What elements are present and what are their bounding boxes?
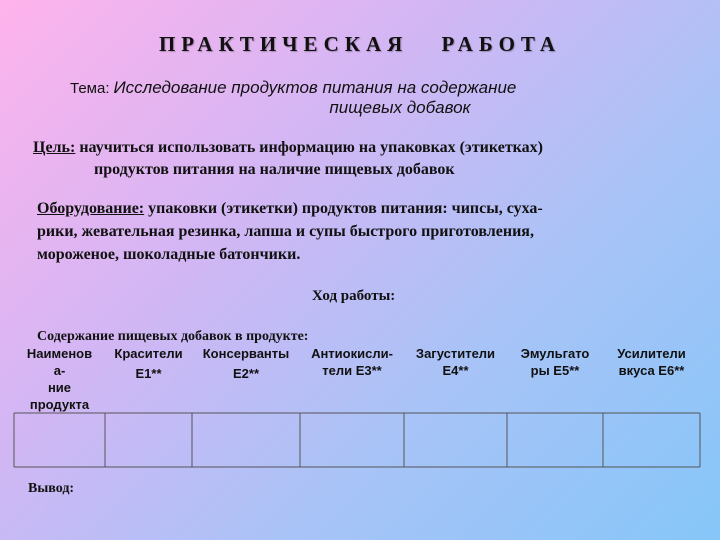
equipment-label: Оборудование: <box>37 200 145 217</box>
equipment <box>37 197 677 266</box>
header-emulsifiers: Эмульгато ры Е5** <box>520 346 590 378</box>
goal-text-line-2: продуктов питания на наличие пищевых добавок <box>94 161 455 178</box>
conclusion-label: Вывод: <box>28 481 75 496</box>
table-caption: Содержание пищевых добавок в продукте: <box>37 329 309 344</box>
goal-label: Цель: <box>33 139 76 156</box>
header-product-name: Наименов а- ние продукта <box>26 346 93 412</box>
equipment-text-line-1: упаковки (этикетки) продуктов питания: чипсы, суха- <box>148 200 543 217</box>
header-preservatives: Консерванты Е2** <box>202 346 290 381</box>
page-title: ПРАКТИЧЕСКАЯ РАБОТА <box>158 32 562 56</box>
header-antioxidants: Антиокисли- тели Е3** <box>311 346 393 378</box>
progress-heading: Ход работы: <box>312 288 396 304</box>
header-flavor-enhancers: Усилители вкуса Е6** <box>617 346 686 378</box>
topic-text-line-2: пищевых добавок <box>329 98 471 117</box>
topic-text-line-1: Исследование продуктов питания на содержание <box>113 78 517 97</box>
topic <box>70 78 690 117</box>
goal <box>33 137 693 181</box>
equipment-text-line-2: рики, жевательная резинка, лапша и супы быстрого приготовления, <box>37 223 534 240</box>
header-colorants: Красители Е1** <box>114 346 183 381</box>
equipment-text-line-3: мороженое, шоколадные батончики. <box>37 246 301 263</box>
goal-text-line-1: научиться использовать информацию на упаковках (этикетках) <box>79 139 543 156</box>
topic-label: Тема: <box>70 80 110 97</box>
header-thickeners: Загустители Е4** <box>415 346 496 378</box>
